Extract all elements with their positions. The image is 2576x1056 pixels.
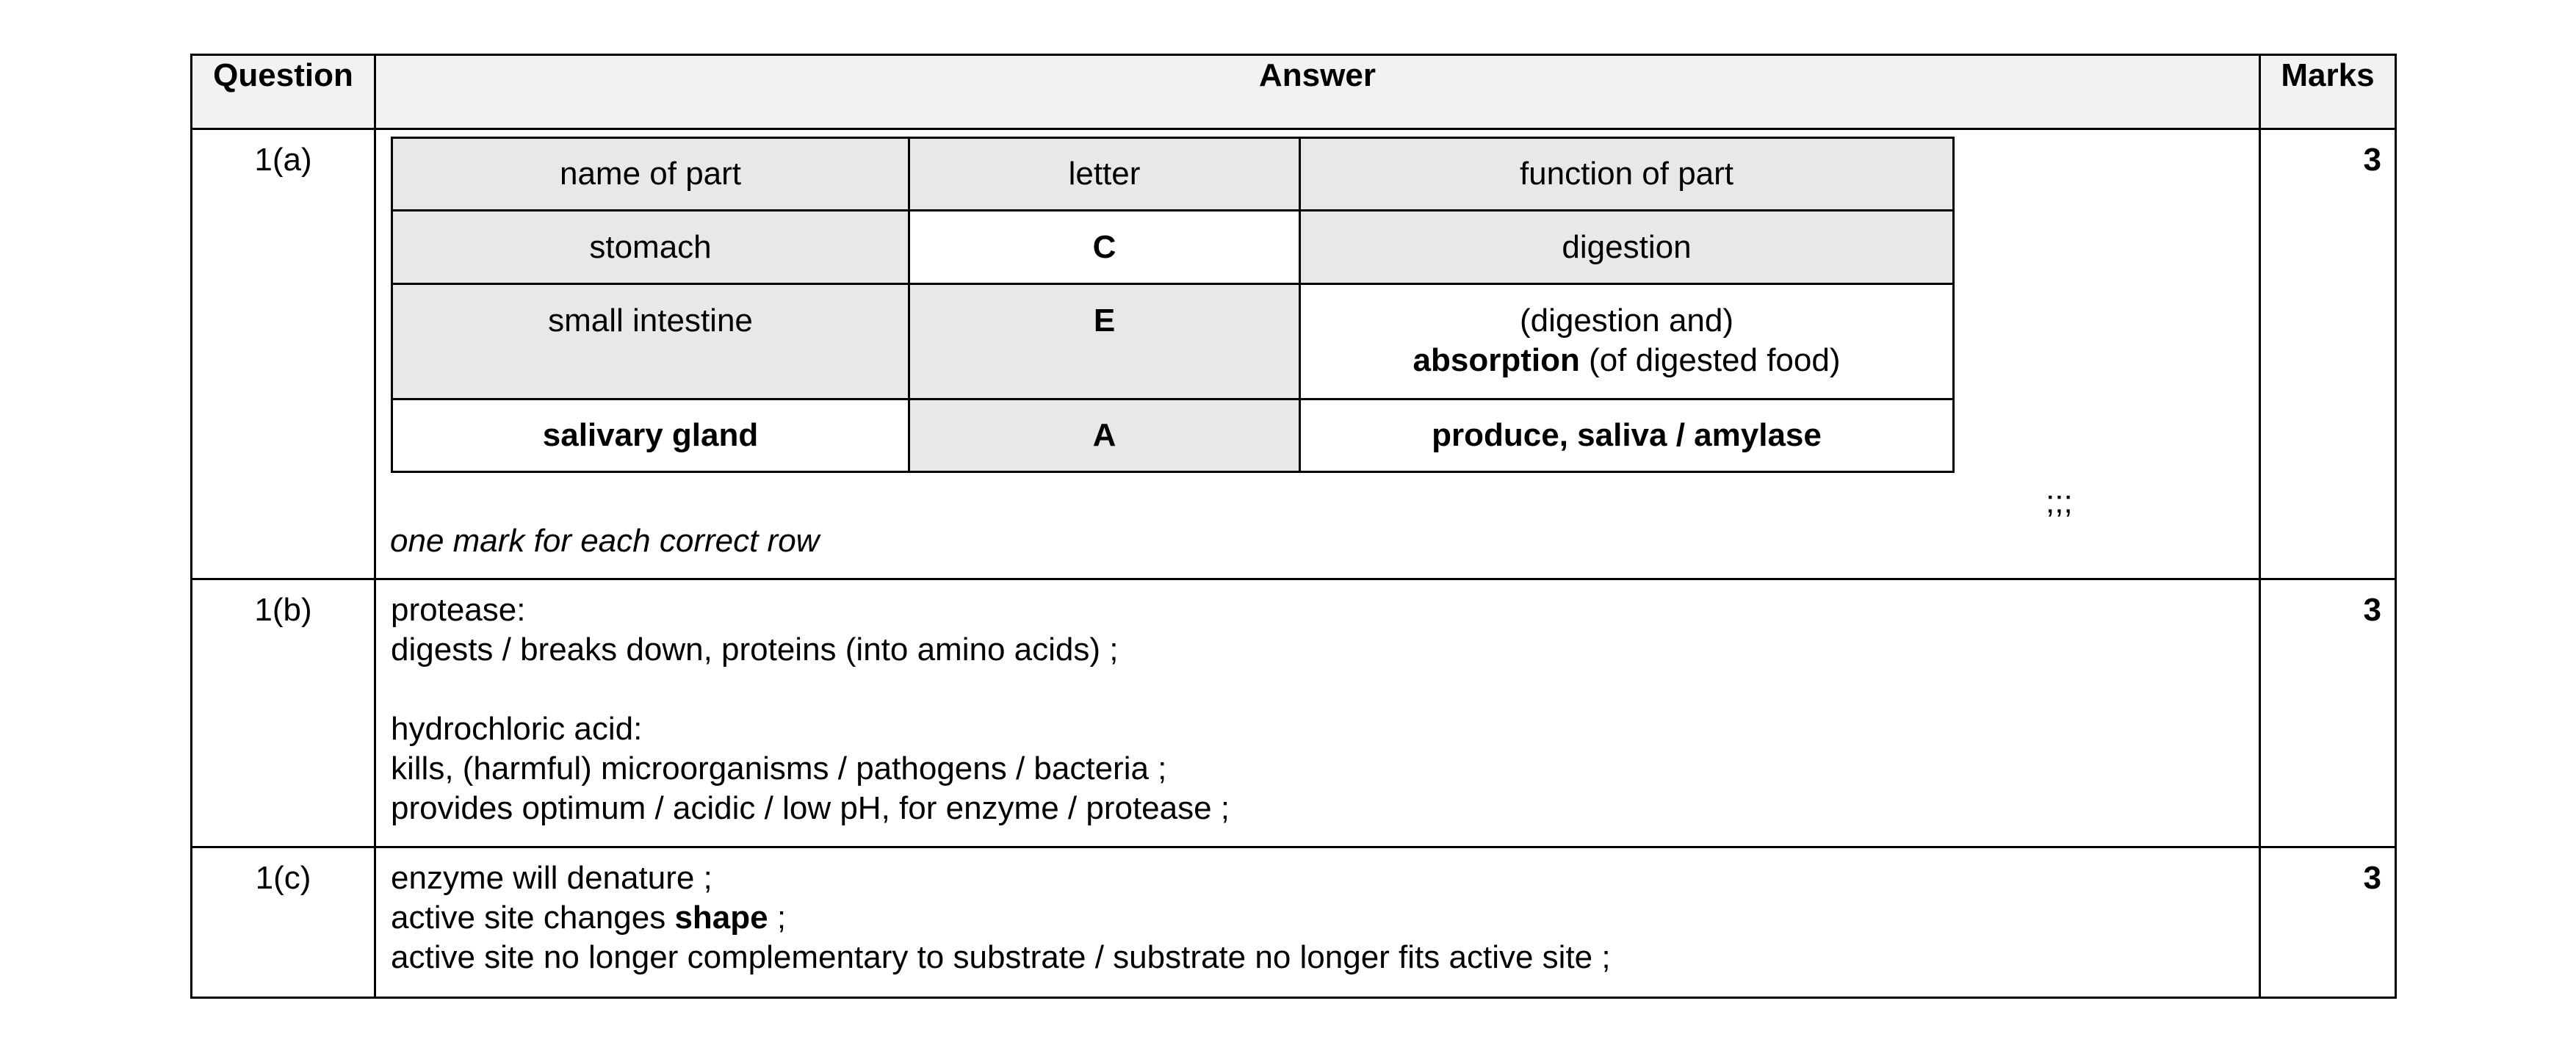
part-name: salivary gland — [392, 399, 909, 472]
answer-text: active site changes — [391, 900, 675, 936]
question-header: Question — [192, 55, 375, 129]
answer-line: digests / breaks down, proteins (into amino acids) ; — [391, 632, 1119, 668]
table-row — [192, 579, 2396, 847]
answer-text: ; — [768, 900, 787, 936]
table-row — [192, 847, 2396, 998]
parts-table-row — [392, 284, 1954, 399]
answer-cell — [375, 847, 2260, 998]
question-number: 1(a) — [192, 129, 375, 579]
answer-cell — [375, 129, 2260, 579]
parts-table — [391, 137, 1955, 473]
question-number: 1(b) — [192, 579, 375, 847]
column-header: function of part — [1300, 138, 1954, 211]
header-row — [192, 55, 2396, 129]
marks-header: Marks — [2260, 55, 2396, 129]
question-number: 1(c) — [192, 847, 375, 998]
tick-marks: ;;; — [2046, 484, 2073, 520]
column-header: letter — [909, 138, 1300, 211]
answer-line: enzyme will denature ; — [391, 860, 712, 896]
spacer — [391, 670, 2244, 709]
part-letter: E — [909, 284, 1300, 399]
marks-value: 3 — [2260, 579, 2396, 847]
parts-table-header — [392, 138, 1954, 211]
part-function — [1300, 284, 1954, 399]
marking-note: one mark for each correct row — [390, 523, 820, 559]
function-line-1: (digestion and) — [1519, 303, 1734, 339]
function-bold: absorption — [1413, 342, 1580, 378]
answer-line: kills, (harmful) microorganisms / pathogens / bacteria ; — [391, 751, 1167, 786]
part-function: digestion — [1300, 211, 1954, 284]
answer-line — [391, 898, 2244, 938]
answer-line: hydrochloric acid: — [391, 711, 643, 747]
answer-bold-text: shape — [674, 900, 768, 936]
part-letter: C — [909, 211, 1300, 284]
answer-line: provides optimum / acidic / low pH, for enzyme / protease ; — [391, 790, 1230, 826]
function-rest: (of digested food) — [1579, 342, 1841, 378]
part-name: stomach — [392, 211, 909, 284]
answer-header: Answer — [375, 55, 2260, 129]
part-letter: A — [909, 399, 1300, 472]
answer-cell — [375, 579, 2260, 847]
marks-value: 3 — [2260, 129, 2396, 579]
part-name: small intestine — [392, 284, 909, 399]
marks-value: 3 — [2260, 847, 2396, 998]
parts-table-row — [392, 211, 1954, 284]
column-header: name of part — [392, 138, 909, 211]
parts-table-row — [392, 399, 1954, 472]
part-function: produce, saliva / amylase — [1300, 399, 1954, 472]
answer-line: protease: — [391, 592, 526, 628]
answer-line: active site no longer complementary to substrate / substrate no longer fits active site ; — [391, 939, 1611, 975]
